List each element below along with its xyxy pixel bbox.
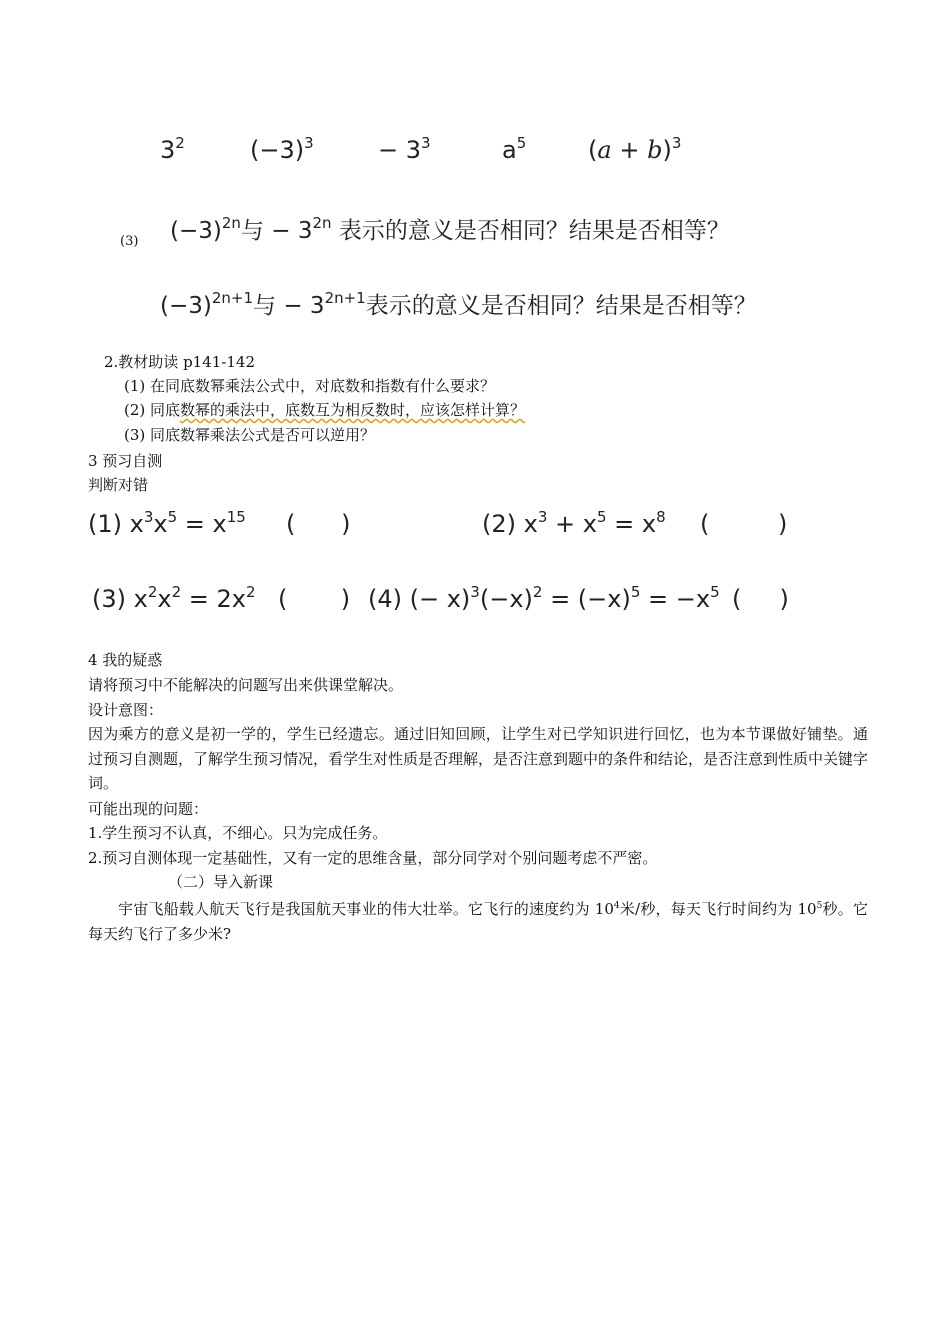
design-paragraph <box>88 722 868 796</box>
eq1-x2: x <box>153 510 168 538</box>
doubts-title: 4 我的疑惑 <box>88 651 163 669</box>
exponent: 3 <box>671 134 682 152</box>
exponent: 3 <box>421 134 431 152</box>
selftest-eq2 <box>482 510 666 538</box>
intro-paragraph <box>88 897 868 946</box>
design-title: 设计意图： <box>88 701 164 719</box>
eq3-exp1: 2 <box>147 583 158 601</box>
q3-line1-exp: 2n <box>221 214 241 232</box>
exponent: 5 <box>516 134 527 152</box>
base: 3 <box>160 136 176 164</box>
eq1-eq: = x <box>177 510 227 538</box>
eq4-exp4: 5 <box>710 583 720 601</box>
eq3-label: (3) <box>92 585 134 613</box>
eq4-exp3: 5 <box>630 583 641 601</box>
power-a-plus-b-cubed: $(a + b)^3$ <box>588 134 682 164</box>
eq4-a: (− x) <box>409 585 471 613</box>
eq4-exp1: 3 <box>470 583 480 601</box>
eq1-exp2: 5 <box>167 508 178 526</box>
selftest-eq3 <box>92 585 256 613</box>
eq2-plus: + x <box>547 510 597 538</box>
intro-para-a: 宇宙飞船载人航天飞行是我国航天事业的伟大壮举。它飞行的速度约为 10 <box>118 900 614 918</box>
eq2-x: x <box>523 510 538 538</box>
q3-line1-base: (−3) <box>170 218 222 244</box>
eq1-exp3: 15 <box>226 508 246 526</box>
intro-para-c: 秒。它每天约飞行了多少米? <box>88 900 868 943</box>
q3-label: (3) <box>120 234 139 249</box>
design-para-a: 因为乘方的 <box>88 725 165 743</box>
var-b: b <box>647 136 663 164</box>
power-a-fifth <box>502 136 526 164</box>
selftest-title: 3 预习自测 <box>88 452 163 470</box>
q3-line2-text: 表示的意义是否相同？结果是否相等？ <box>365 293 757 319</box>
reading-q1: (1) 在同底数幂乘法公式中，对底数和指数有什么要求？ <box>124 377 496 395</box>
q3-line2 <box>160 287 757 320</box>
reading-q3: (3) 同底数幂乘法公式是否可以逆用？ <box>124 426 376 444</box>
problems-item1: 1.学生预习不认真，不细心。只为完成任务。 <box>88 824 388 842</box>
eq3-x: x <box>133 585 148 613</box>
reading-q2-a: (2) 同底 <box>124 401 181 419</box>
eq2-exp3: 8 <box>656 508 666 526</box>
q3-line2-mid: 与 − 3 <box>253 293 325 319</box>
eq2-exp2: 5 <box>596 508 607 526</box>
var-a: a <box>597 136 612 164</box>
eq3-exp3: 2 <box>245 583 256 601</box>
eq4-label: (4) <box>368 585 410 613</box>
q3-line2-base: (−3) <box>160 293 212 319</box>
intro-title: （二）导入新课 <box>168 873 274 891</box>
plus: + <box>611 136 648 164</box>
eq2-exp1: 3 <box>537 508 548 526</box>
q3-line2-exp: 2n+1 <box>211 289 254 307</box>
base: (−3) <box>250 136 305 164</box>
eq2-label: (2) <box>482 510 524 538</box>
eq4-exp2: 2 <box>532 583 543 601</box>
eq1-x: x <box>129 510 144 538</box>
reading-q2 <box>124 398 525 422</box>
q3-line2-exp2: 2n+1 <box>324 289 366 307</box>
eq3-answer-blank[interactable]: ( ) <box>278 585 351 613</box>
doubts-text: 请将预习中不能解决的问题写出来供课堂解决。 <box>88 676 404 694</box>
eq2-answer-blank[interactable]: ( ) <box>700 510 788 538</box>
base: a <box>502 136 517 164</box>
eq3-x2: x <box>157 585 172 613</box>
base: − 3 <box>378 136 422 164</box>
exponent: 3 <box>304 134 314 152</box>
problems-title: 可能出现的问题： <box>88 800 209 818</box>
reading-title: 2.教材助读 p141-142 <box>104 353 256 371</box>
intro-exp1: 4 <box>613 901 620 911</box>
selftest-eq4 <box>368 585 720 613</box>
eq1-answer-blank[interactable]: ( ) <box>286 510 351 538</box>
q3-line1-exp2: 2n <box>312 214 332 232</box>
eq3-exp2: 2 <box>171 583 182 601</box>
eq2-eq: = x <box>606 510 657 538</box>
eq3-eq: = 2x <box>181 585 246 613</box>
reading-q2-b: 数幂的乘法中，底数互为相反数时，应该怎样计算？ <box>180 401 526 419</box>
q3-line1-text: 表示的意义是否相同？结果是否相等？ <box>331 218 730 244</box>
problems-item2: 2.预习自测体现一定基础性，又有一定的思维含量，部分同学对个别问题考虑不严密。 <box>88 849 658 867</box>
eq1-label: (1) <box>88 510 130 538</box>
power-3-squared <box>160 136 185 164</box>
eq1-exp1: 3 <box>143 508 154 526</box>
eq4-c: = (−x) <box>542 585 631 613</box>
power-minus-3-cubed <box>378 136 431 164</box>
selftest-eq1 <box>88 510 246 538</box>
power-neg3-cubed <box>250 136 314 164</box>
q3-line1-mid: 与 − 3 <box>240 218 313 244</box>
eq4-answer-blank[interactable]: ( ) <box>732 585 789 613</box>
q3-line1 <box>170 212 730 245</box>
exponent: 2 <box>175 134 185 152</box>
design-para-b: 意义是初一学的，学生已经遗忘。通过旧知回顾，让学生对已学知识进行回忆，也为本节课做好铺垫。通过预习自测题，了解学生预习情况，看学生对性质是否理解，是否注意到题中的条件和结论，是否注意到性质中关键字词。 <box>88 725 869 792</box>
eq4-d: = −x <box>640 585 711 613</box>
intro-exp2: 5 <box>816 901 823 911</box>
intro-para-b: 米/秒，每天飞行时间约为 10 <box>619 900 817 918</box>
selftest-subtitle: 判断对错 <box>88 476 149 494</box>
eq4-b: (−x) <box>479 585 533 613</box>
